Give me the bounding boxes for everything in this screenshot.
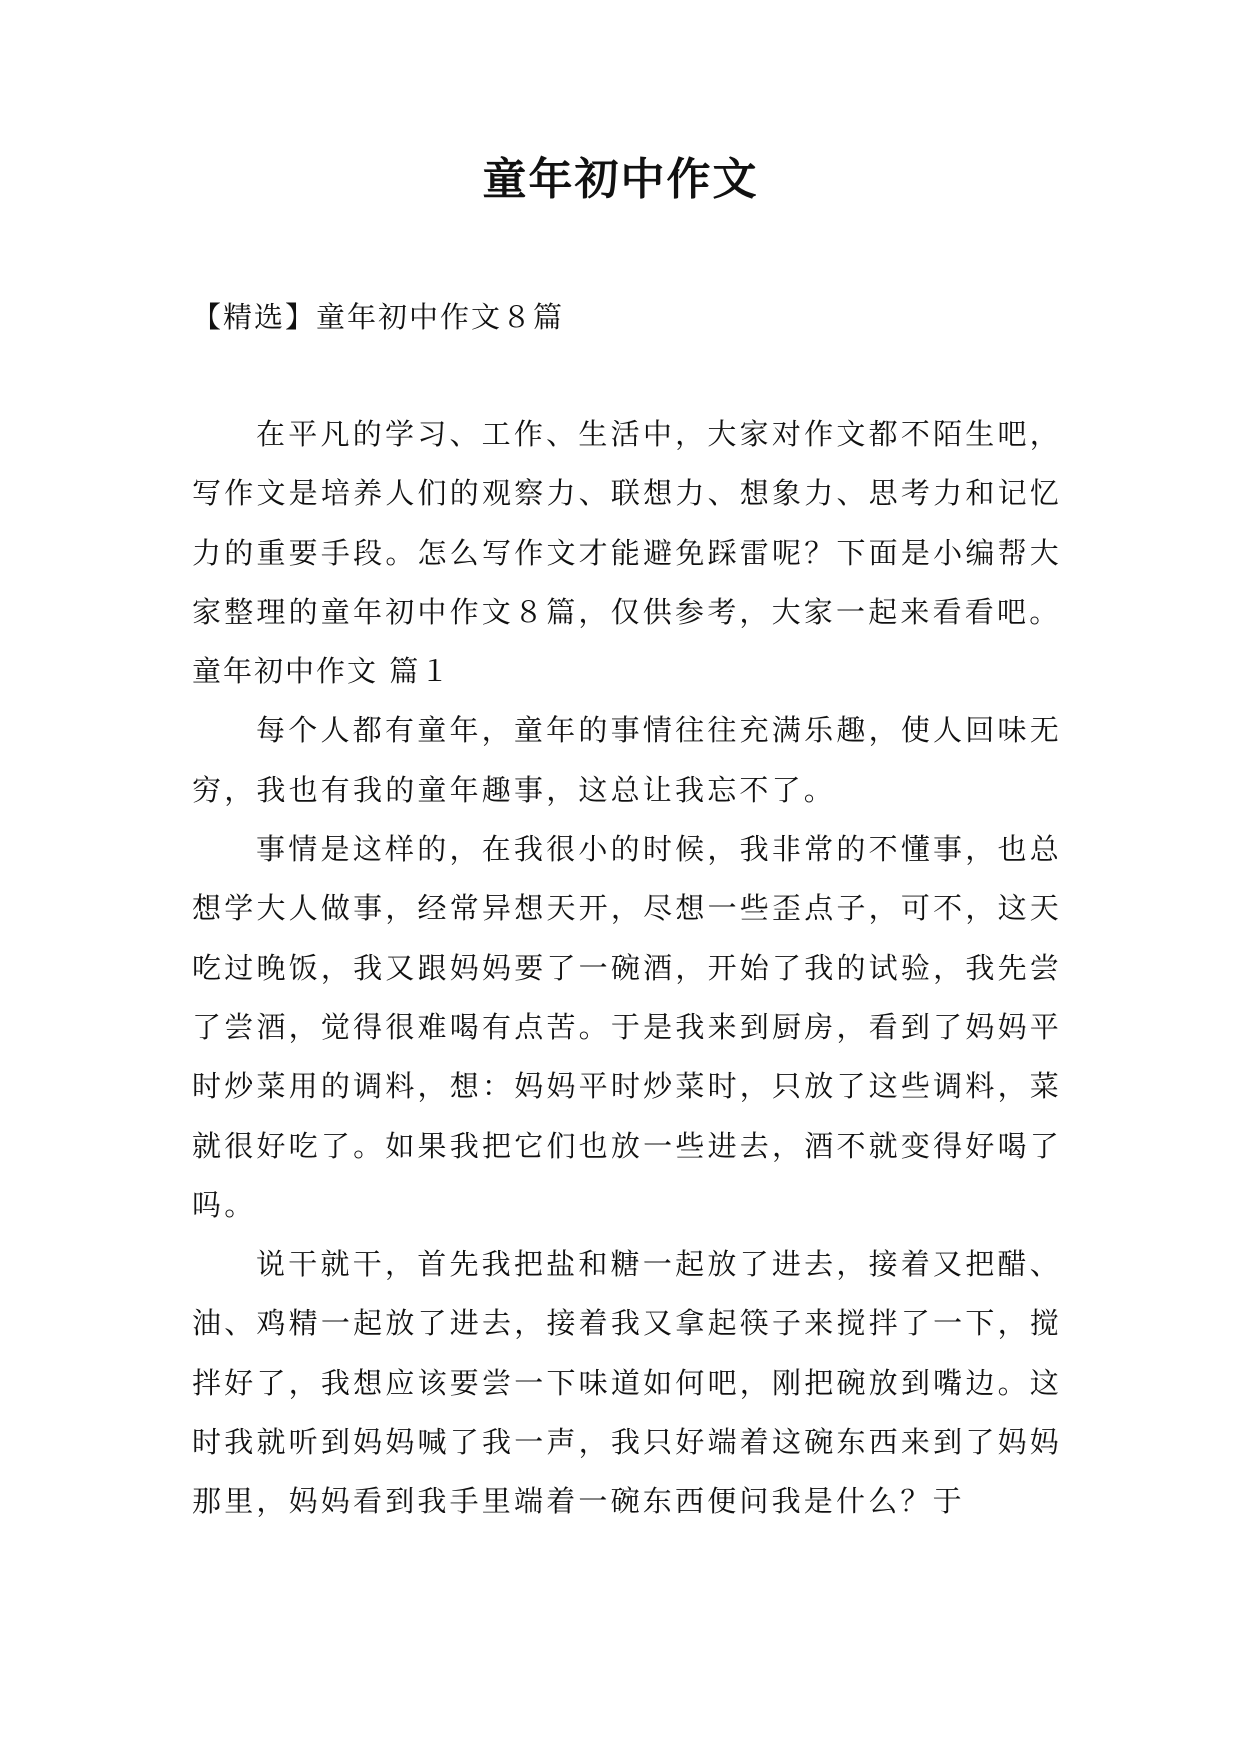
section-heading: 童年初中作文 篇１ <box>192 654 452 689</box>
body-paragraph: 每个人都有童年，童年的事情往往充满乐趣，使人回味无穷，我也有我的童年趣事，这总让我忘不了。 <box>192 713 1062 807</box>
body-paragraph: 说干就干，首先我把盐和糖一起放了进去，接着又把醋、油、鸡精一起放了进去，接着我又拿起筷子来搅拌了一下，搅拌好了，我想应该要尝一下味道如何吧，刚把碗放到嘴边。这时我就听到妈妈喊了我一声，我只好端着这碗东西来到了妈妈那里，妈妈看到我手里端着一碗东西便问我是什么？于 <box>192 1247 1062 1519</box>
document-title: 童年初中作文 <box>482 154 759 205</box>
intro-paragraph: 在平凡的学习、工作、生活中，大家对作文都不陌生吧，写作文是培养人们的观察力、联想力、想象力、思考力和记忆力的重要手段。怎么写作文才能避免踩雷呢？下面是小编帮大家整理的童年初中作文８篇，仅供参考，大家一起来看看吧。 <box>192 417 1062 629</box>
document-subtitle: 【精选】童年初中作文８篇 <box>192 300 565 334</box>
document-body <box>192 405 1062 1532</box>
body-paragraph: 事情是这样的，在我很小的时候，我非常的不懂事，也总想学大人做事，经常异想天开，尽想一些歪点子，可不，这天吃过晚饭，我又跟妈妈要了一碗酒，开始了我的试验，我先尝了尝酒，觉得很难喝有点苦。于是我来到厨房，看到了妈妈平时炒菜用的调料，想：妈妈平时炒菜时，只放了这些调料，菜就很好吃了。如果我把它们也放一些进去，酒不就变得好喝了吗。 <box>192 832 1062 1222</box>
